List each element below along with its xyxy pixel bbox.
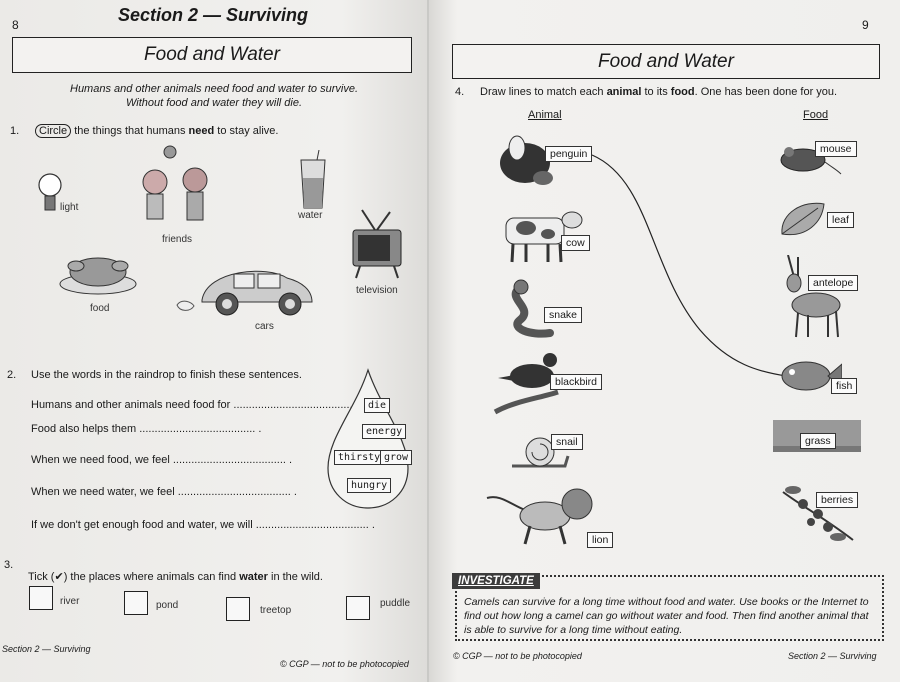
antelope-icon[interactable]: [776, 255, 846, 341]
animal-cow[interactable]: cow: [561, 235, 590, 251]
food-berries[interactable]: berries: [816, 492, 858, 508]
page-title-right-text: Food and Water: [598, 51, 734, 72]
q2-sentence-5: If we don't get enough food and water, we will ..................................... .: [31, 519, 375, 531]
television-icon[interactable]: [350, 208, 405, 280]
q3-text-start: Tick (✔) the places where animals can find: [28, 571, 237, 583]
food-antelope[interactable]: antelope: [808, 275, 858, 291]
item-water-label: water: [298, 210, 323, 221]
option-pond-label: pond: [156, 600, 179, 611]
q4-text-start: Draw lines to match each: [480, 86, 604, 98]
q4-food-word: food: [670, 86, 695, 98]
option-treetop-label: treetop: [260, 605, 292, 616]
q3-number: 3.: [4, 559, 14, 571]
q2-sentence-1: Humans and other animals need food for .......................................: [31, 399, 353, 411]
q1-text-end: to stay alive.: [217, 125, 279, 137]
tick-box-puddle[interactable]: [346, 596, 370, 620]
footer-left-section: Section 2 — Surviving: [2, 644, 91, 654]
q2-sentence-3: When we need food, we feel ..................................... .: [31, 454, 293, 466]
page-title-left: [12, 37, 412, 73]
q3-text: [28, 570, 323, 583]
raindrop-word-die: die: [364, 398, 390, 413]
tick-box-pond[interactable]: [124, 591, 148, 615]
leaf-icon[interactable]: [778, 198, 828, 238]
q2-sentence-4: When we need water, we feel ..................................... .: [31, 486, 297, 498]
investigate-text: Camels can survive for a long time without food and water. Use books or the Internet to find out how long a camel can go without water and food. Then find another animal that is able to survive for a long time without eating.: [464, 596, 869, 636]
page-number-right: 9: [862, 18, 869, 32]
intro-text: [64, 82, 364, 110]
food-fish[interactable]: fish: [831, 378, 857, 394]
raindrop-word-hungry: hungry: [347, 478, 391, 493]
section-title: Section 2 — Surviving: [118, 5, 309, 25]
roast-food-icon[interactable]: [58, 248, 138, 296]
q1-need-word: need: [188, 125, 215, 137]
raindrop-word-thirsty: thirsty: [334, 450, 384, 465]
food-mouse[interactable]: mouse: [815, 141, 857, 157]
option-puddle-label: puddle: [380, 598, 411, 609]
animal-penguin[interactable]: penguin: [545, 146, 592, 162]
item-food-label: food: [90, 303, 110, 314]
footer-right-section: Section 2 — Surviving: [788, 651, 877, 661]
car-icon[interactable]: [172, 260, 322, 320]
q1-text: [35, 125, 278, 137]
q3-text-end: in the wild.: [271, 571, 323, 583]
circle-word: Circle: [35, 124, 71, 138]
option-river-label: river: [60, 596, 80, 607]
investigate-tag: INVESTIGATE: [452, 573, 540, 589]
item-television-label: television: [356, 285, 398, 296]
intro-line-2: Without food and water they will die.: [126, 97, 302, 109]
q3-water-word: water: [239, 571, 268, 583]
raindrop-word-grow: grow: [380, 450, 412, 465]
animal-blackbird[interactable]: blackbird: [550, 374, 602, 390]
q4-text-mid: to its: [644, 86, 668, 98]
q1-text-main: the things that humans: [74, 125, 186, 137]
friends-icon[interactable]: [125, 142, 220, 237]
footer-left-copyright: © CGP — not to be photocopied: [280, 659, 409, 669]
q1-number: 1.: [10, 125, 20, 137]
animal-snake[interactable]: snake: [544, 307, 582, 323]
food-leaf[interactable]: leaf: [827, 212, 854, 228]
tick-box-river[interactable]: [29, 586, 53, 610]
item-light-label: light: [60, 202, 79, 213]
item-friends-label: friends: [162, 234, 193, 245]
animal-snail[interactable]: snail: [551, 434, 583, 450]
q2-number: 2.: [7, 369, 17, 381]
raindrop-word-energy: energy: [362, 424, 406, 439]
item-cars-label: cars: [255, 321, 274, 332]
left-page: [0, 0, 427, 682]
q4-animal-word: animal: [606, 86, 642, 98]
page-title-right: [452, 44, 880, 79]
animal-lion[interactable]: lion: [587, 532, 613, 548]
q2-sentence-2: Food also helps them ...................................... .: [31, 423, 262, 435]
q4-text-end: . One has been done for you.: [694, 86, 838, 98]
q4-number: 4.: [455, 86, 465, 98]
food-grass[interactable]: grass: [800, 433, 836, 449]
intro-line-1: Humans and other animals need food and water to survive.: [70, 83, 358, 95]
footer-right-copyright: © CGP — not to be photocopied: [453, 651, 582, 661]
page-title-left-text: Food and Water: [144, 44, 280, 65]
tick-box-treetop[interactable]: [226, 597, 250, 621]
column-animal-heading: Animal: [528, 109, 562, 121]
column-food-heading: Food: [803, 109, 829, 121]
q4-text: [480, 86, 837, 98]
example-match-line: [590, 150, 790, 380]
glass-of-water-icon[interactable]: [297, 150, 329, 212]
q2-text: Use the words in the raindrop to finish these sentences.: [31, 369, 302, 381]
page-number-left: 8: [12, 18, 19, 32]
